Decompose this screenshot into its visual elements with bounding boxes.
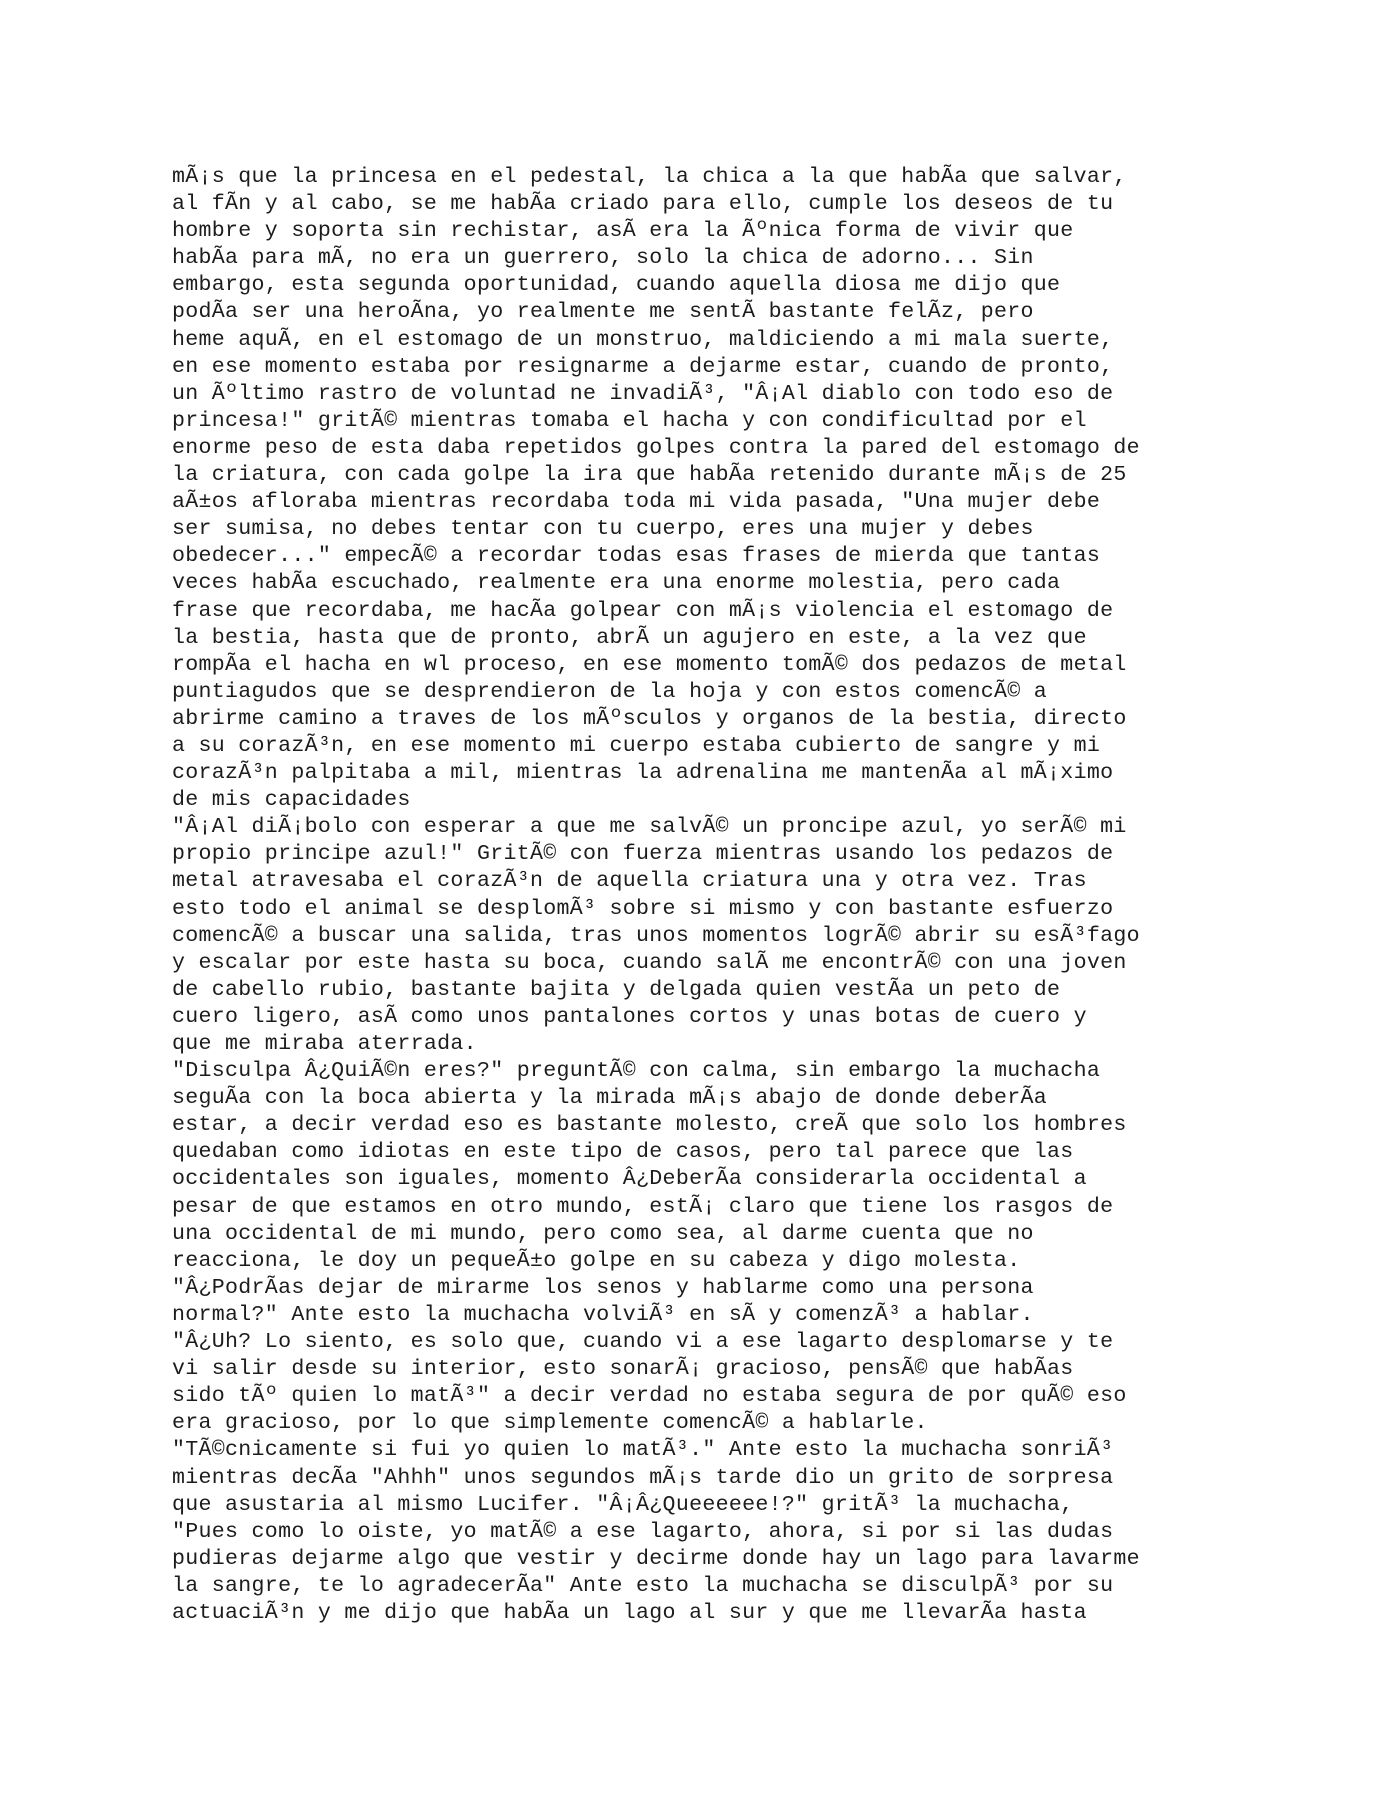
text-line: sido tÃº quien lo matÃ³" a decir verdad no estaba segura de por quÃ© eso	[172, 1384, 1127, 1409]
text-line: "TÃ©cnicamente si fui yo quien lo matÃ³." Ante esto la muchacha sonriÃ³	[172, 1438, 1114, 1463]
text-line: obedecer..." empecÃ© a recordar todas esas frases de mierda que tantas	[172, 544, 1101, 569]
text-line: puntiagudos que se desprendieron de la hoja y con estos comencÃ© a	[172, 679, 1048, 704]
text-line: mÃ¡s que la princesa en el pedestal, la chica a la que habÃa que salvar,	[172, 165, 1127, 189]
text-line: hombre y soporta sin rechistar, asÃ era la Ãºnica forma de vivir que	[172, 219, 1074, 244]
text-line: de cabello rubio, bastante bajita y delgada quien vestÃa un peto de	[172, 977, 1061, 1002]
text-line: la criatura, con cada golpe la ira que habÃa retenido durante mÃ¡s de 25	[172, 463, 1127, 488]
text-line: y escalar por este hasta su boca, cuando salÃ me encontrÃ© con una joven	[172, 950, 1127, 975]
text-line: actuaciÃ³n y me dijo que habÃa un lago al sur y que me llevarÃa hasta	[172, 1600, 1087, 1625]
body-text	[172, 164, 1232, 1627]
text-line: aÃ±os afloraba mientras recordaba toda mi vida pasada, "Una mujer debe	[172, 490, 1101, 515]
text-line: en ese momento estaba por resignarme a dejarme estar, cuando de pronto,	[172, 354, 1114, 379]
text-line: una occidental de mi mundo, pero como sea, al darme cuenta que no	[172, 1221, 1034, 1246]
text-line: era gracioso, por lo que simplemente comencÃ© a hablarle.	[172, 1411, 928, 1436]
text-line: que asustaria al mismo Lucifer. "Â¡Â¿Queeeeee!?" gritÃ³ la muchacha,	[172, 1492, 1074, 1517]
text-line: pesar de que estamos en otro mundo, estÃ¡ claro que tiene los rasgos de	[172, 1194, 1114, 1219]
text-line: que me miraba aterrada.	[172, 1032, 477, 1056]
text-line: esto todo el animal se desplomÃ³ sobre si mismo y con bastante esfuerzo	[172, 896, 1114, 921]
text-line: un Ãºltimo rastro de voluntad ne invadiÃ³, "Â¡Al diablo con todo eso de	[172, 381, 1114, 406]
text-line: princesa!" gritÃ© mientras tomaba el hacha y con condificultad por el	[172, 408, 1087, 433]
text-line: quedaban como idiotas en este tipo de casos, pero tal parece que las	[172, 1140, 1074, 1165]
text-line: heme aquÃ, en el estomago de un monstruo, maldiciendo a mi mala suerte,	[172, 327, 1114, 352]
text-line: corazÃ³n palpitaba a mil, mientras la adrenalina me mantenÃa al mÃ¡ximo	[172, 761, 1114, 786]
text-line: estar, a decir verdad eso es bastante molesto, creÃ que solo los hombres	[172, 1113, 1127, 1138]
text-line: veces habÃa escuchado, realmente era una enorme molestia, pero cada	[172, 571, 1061, 596]
text-line: mientras decÃa "Ahhh" unos segundos mÃ¡s tarde dio un grito de sorpresa	[172, 1465, 1114, 1490]
text-line: la bestia, hasta que de pronto, abrÃ un agujero en este, a la vez que	[172, 625, 1087, 650]
text-line: a su corazÃ³n, en ese momento mi cuerpo estaba cubierto de sangre y mi	[172, 733, 1101, 758]
text-line: la sangre, te lo agradecerÃa" Ante esto la muchacha se disculpÃ³ por su	[172, 1573, 1114, 1598]
text-line: metal atravesaba el corazÃ³n de aquella criatura una y otra vez. Tras	[172, 869, 1087, 894]
text-line: cuero ligero, asÃ como unos pantalones cortos y unas botas de cuero y	[172, 1004, 1087, 1029]
text-line: reacciona, le doy un pequeÃ±o golpe en su cabeza y digo molesta.	[172, 1248, 1021, 1273]
text-line: de mis capacidades	[172, 788, 411, 813]
text-line: "Pues como lo oiste, yo matÃ© a ese lagarto, ahora, si por si las dudas	[172, 1519, 1114, 1544]
text-line: al fÃn y al cabo, se me habÃa criado para ello, cumple los deseos de tu	[172, 192, 1114, 217]
text-line: habÃa para mÃ, no era un guerrero, solo la chica de adorno... Sin	[172, 246, 1034, 271]
text-line: "Â¿Uh? Lo siento, es solo que, cuando vi a ese lagarto desplomarse y te	[172, 1330, 1114, 1355]
text-line: occidentales son iguales, momento Â¿DeberÃa considerarla occidental a	[172, 1167, 1087, 1192]
text-line: enorme peso de esta daba repetidos golpes contra la pared del estomago de	[172, 435, 1140, 460]
text-line: abrirme camino a traves de los mÃºsculos y organos de la bestia, directo	[172, 706, 1127, 731]
text-line: frase que recordaba, me hacÃa golpear con mÃ¡s violencia el estomago de	[172, 598, 1114, 623]
text-line: normal?" Ante esto la muchacha volviÃ³ en sÃ y comenzÃ³ a hablar.	[172, 1302, 1034, 1327]
text-line: vi salir desde su interior, esto sonarÃ¡ gracioso, pensÃ© que habÃas	[172, 1357, 1074, 1382]
text-line: "Â¡Al diÃ¡bolo con esperar a que me salvÃ© un proncipe azul, yo serÃ© mi	[172, 815, 1127, 840]
text-line: propio principe azul!" GritÃ© con fuerza mientras usando los pedazos de	[172, 842, 1114, 867]
text-line: seguÃa con la boca abierta y la mirada mÃ¡s abajo de donde deberÃa	[172, 1086, 1048, 1111]
text-line: comencÃ© a buscar una salida, tras unos momentos logrÃ© abrir su esÃ³fago	[172, 923, 1140, 948]
text-line: podÃa ser una heroÃna, yo realmente me sentÃ bastante felÃz, pero	[172, 300, 1034, 325]
text-line: pudieras dejarme algo que vestir y decirme donde hay un lago para lavarme	[172, 1546, 1140, 1571]
text-line: rompÃa el hacha en wl proceso, en ese momento tomÃ© dos pedazos de metal	[172, 652, 1127, 677]
text-line: embargo, esta segunda oportunidad, cuando aquella diosa me dijo que	[172, 273, 1061, 298]
text-line: "Disculpa Â¿QuiÃ©n eres?" preguntÃ© con calma, sin embargo la muchacha	[172, 1059, 1101, 1084]
text-line: "Â¿PodrÃas dejar de mirarme los senos y hablarme como una persona	[172, 1275, 1034, 1300]
text-line: ser sumisa, no debes tentar con tu cuerpo, eres una mujer y debes	[172, 517, 1034, 542]
